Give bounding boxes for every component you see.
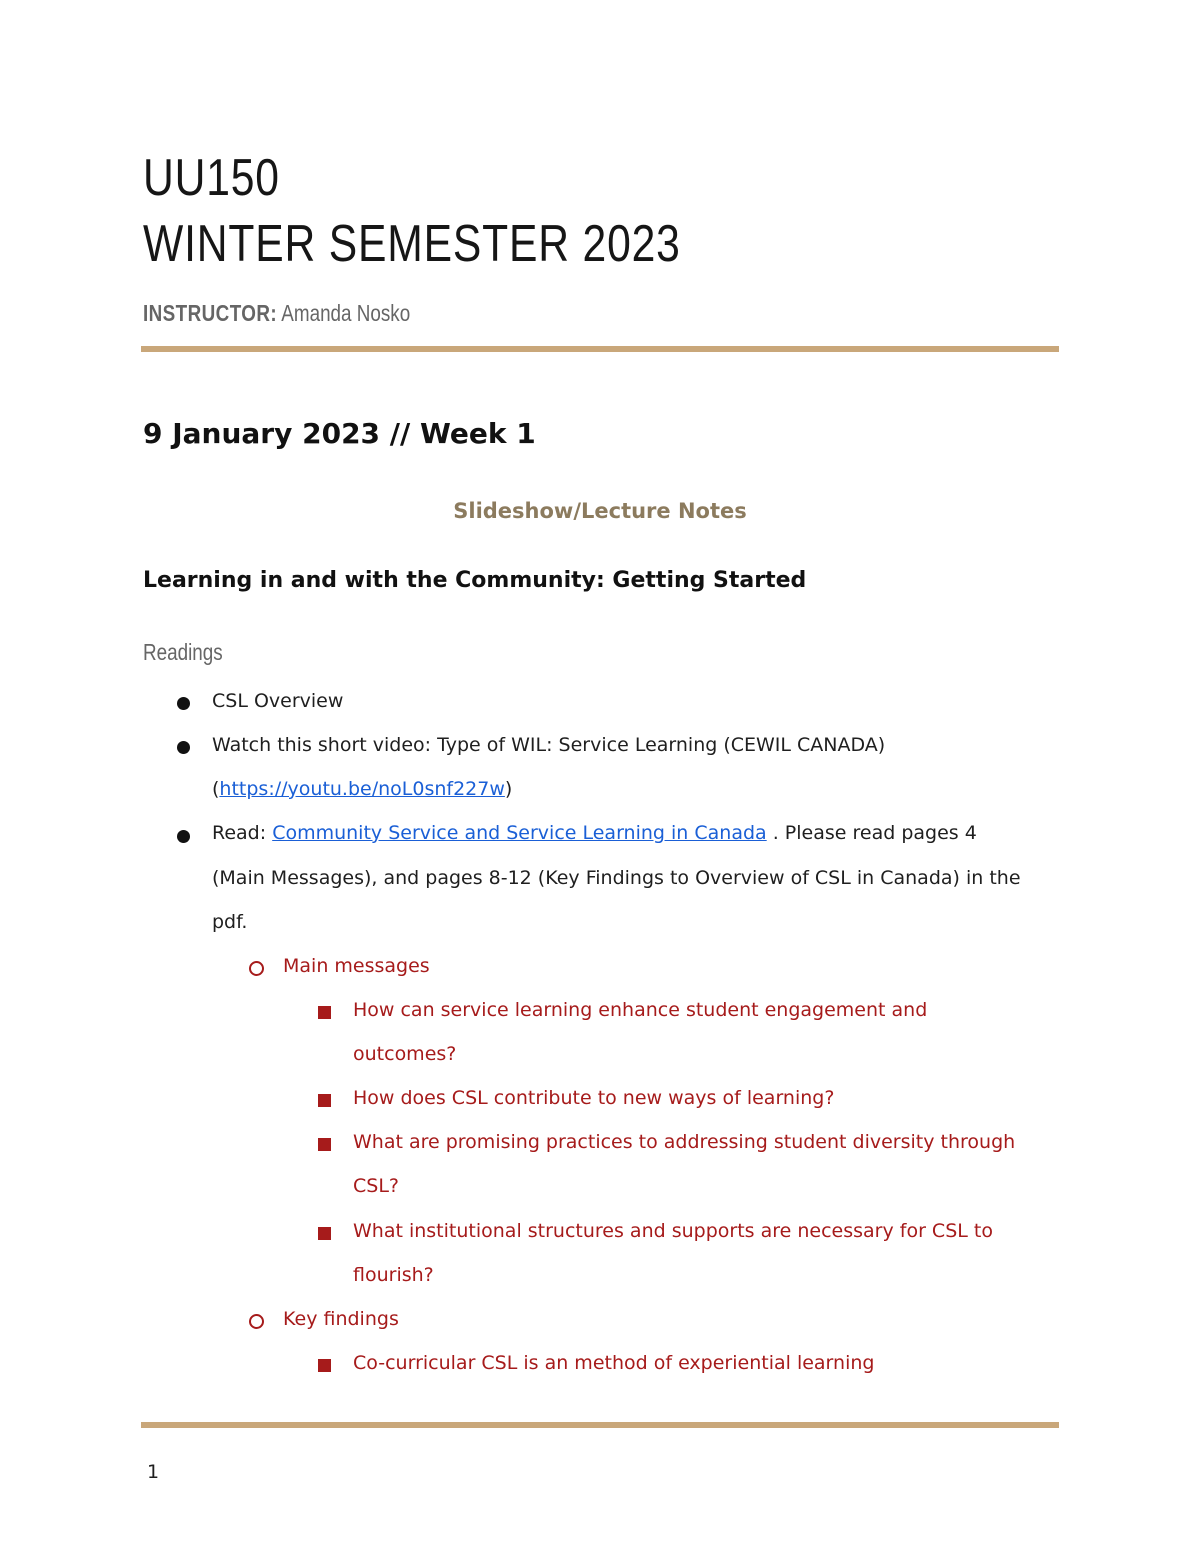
- csl-canada-link[interactable]: Community Service and Service Learning in Canada: [272, 822, 767, 844]
- page-number: 1: [147, 1461, 160, 1483]
- reading-item-read-line3: pdf.: [212, 911, 248, 933]
- key-finding-1: Co-curricular CSL is an method of experiential learning: [353, 1352, 875, 1374]
- main-message-q3: What are promising practices to addressing student diversity through: [353, 1131, 1016, 1153]
- slideshow-link[interactable]: Slideshow/Lecture Notes: [453, 499, 747, 523]
- reading-item-video: Watch this short video: Type of WIL: Service Learning (CEWIL CANADA): [212, 734, 886, 756]
- instructor-label: INSTRUCTOR:: [143, 300, 278, 326]
- topic-heading: Learning in and with the Community: Getting Started: [143, 568, 807, 593]
- bullet-square-icon: [318, 1227, 331, 1240]
- header-divider: [141, 346, 1059, 352]
- reading-item-read: [212, 819, 977, 847]
- bullet-circle-icon: [249, 1314, 264, 1329]
- bullet-square-icon: [318, 1359, 331, 1372]
- week-heading: 9 January 2023 // Week 1: [143, 417, 536, 450]
- main-messages-label: Main messages: [283, 955, 430, 977]
- main-message-q1: How can service learning enhance student engagement and: [353, 999, 928, 1021]
- main-message-q4-cont: flourish?: [353, 1264, 434, 1286]
- bullet-circle-icon: [249, 961, 264, 976]
- bullet-square-icon: [318, 1006, 331, 1019]
- main-message-q4: What institutional structures and supports are necessary for CSL to: [353, 1220, 993, 1242]
- reading-item-csl-overview: CSL Overview: [212, 690, 344, 712]
- bullet-disc-icon: [177, 741, 190, 754]
- footer-divider: [141, 1422, 1059, 1428]
- youtube-link[interactable]: https://youtu.be/noL0snf227w: [219, 778, 505, 800]
- paren-open: (: [212, 778, 220, 800]
- bullet-disc-icon: [177, 697, 190, 710]
- semester-title: WINTER SEMESTER 2023: [143, 215, 681, 273]
- paren-close: ): [504, 778, 513, 800]
- main-message-q1-cont: outcomes?: [353, 1043, 457, 1065]
- main-message-q3-cont: CSL?: [353, 1175, 399, 1197]
- reading-item-read-line2: (Main Messages), and pages 8-12 (Key Findings to Overview of CSL in Canada) in the: [212, 867, 1021, 889]
- reading-item-video-link-line: [212, 775, 512, 803]
- bullet-disc-icon: [177, 830, 190, 843]
- read-suffix: . Please read pages 4: [766, 822, 977, 844]
- instructor-name: Amanda Nosko: [281, 300, 411, 326]
- readings-label: Readings: [143, 639, 223, 665]
- read-prefix: Read:: [212, 822, 273, 844]
- bullet-square-icon: [318, 1094, 331, 1107]
- bullet-square-icon: [318, 1138, 331, 1151]
- key-findings-label: Key findings: [283, 1308, 399, 1330]
- course-code: UU150: [143, 149, 280, 207]
- main-message-q2: How does CSL contribute to new ways of learning?: [353, 1087, 835, 1109]
- instructor-line: [143, 299, 410, 327]
